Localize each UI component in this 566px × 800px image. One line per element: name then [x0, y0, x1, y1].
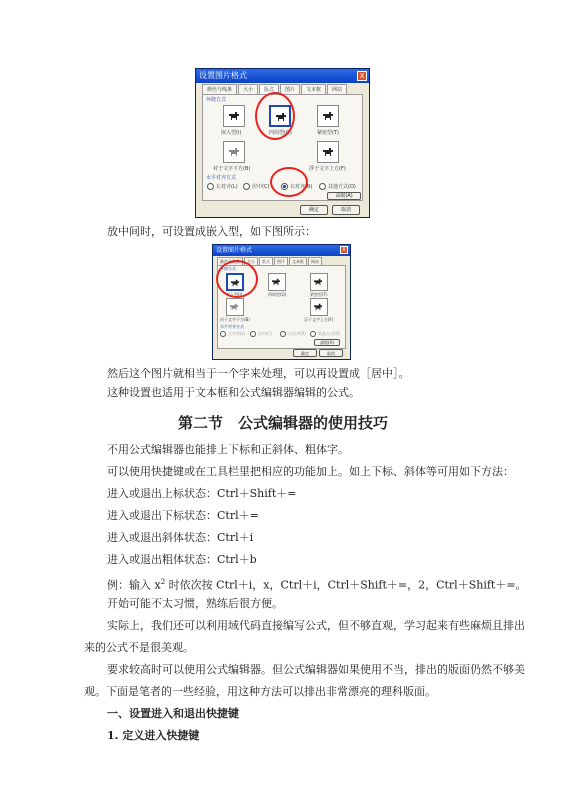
- dog-icon: [322, 147, 334, 157]
- dog-icon: [322, 111, 334, 121]
- align-left-radio[interactable]: 左对齐(L): [220, 331, 245, 337]
- align-right-radio[interactable]: 右对齐(R): [280, 331, 306, 337]
- align-group-label: 水平对齐方式: [206, 175, 237, 181]
- close-icon[interactable]: X: [340, 246, 348, 254]
- dialog-titlebar: [196, 69, 369, 83]
- dog-icon: [228, 111, 240, 121]
- radio-icon: [207, 183, 214, 190]
- align-group-label: 水平对齐方式: [220, 324, 244, 329]
- cancel-button[interactable]: 取消: [332, 205, 360, 215]
- highlight-ring: [216, 260, 258, 298]
- wrap-inline-option[interactable]: [223, 105, 245, 127]
- align-center-radio[interactable]: 居中(C): [243, 183, 269, 190]
- wrap-front-label: 浮于文字上方(F): [304, 317, 334, 322]
- wrap-square-label: 四周型(Q): [268, 292, 287, 297]
- highlight-ring: [270, 167, 308, 197]
- wrap-tight-option[interactable]: [317, 105, 339, 127]
- dog-icon: [313, 278, 323, 286]
- tab-colors-lines[interactable]: 颜色与线条: [202, 84, 237, 94]
- section-title: 第二节 公式编辑器的使用技巧: [177, 414, 388, 432]
- tab-web[interactable]: 网站: [308, 257, 322, 265]
- paragraph: 进入或退出斜体状态：Ctrl＋i: [107, 531, 254, 544]
- ok-button[interactable]: 确定: [300, 205, 328, 215]
- paragraph: 然后这个图片就相当于一个字来处理，可以再设置成［居中］。: [107, 367, 410, 380]
- advanced-button[interactable]: 高级(A): [314, 339, 340, 346]
- example-text-b: 时依次按 Ctrl＋i，x，Ctrl＋i，Ctrl＋Shift＋=，2，Ctrl＋Shift＋=。: [165, 578, 527, 592]
- tab-textbox[interactable]: 文本框: [301, 84, 326, 94]
- radio-icon: [250, 331, 256, 337]
- tab-picture[interactable]: 图片: [274, 257, 288, 265]
- wrap-tight-label: 紧密型(T): [310, 292, 328, 297]
- paragraph: 进入或退出下标状态：Ctrl＋=: [107, 509, 259, 522]
- dialog-title: 设置图片格式: [199, 71, 247, 80]
- wrap-group-label: 环绕方式: [206, 97, 227, 103]
- example-text-a: 例：输入 x: [107, 578, 161, 592]
- align-right-radio[interactable]: 右对齐(R): [281, 183, 312, 190]
- wrap-behind-option[interactable]: [226, 298, 244, 316]
- tab-size[interactable]: 大小: [238, 84, 258, 94]
- tab-textbox[interactable]: 文本框: [289, 257, 307, 265]
- tab-size[interactable]: 大小: [244, 257, 258, 265]
- tab-colors-lines[interactable]: 颜色与线条: [217, 257, 243, 265]
- paragraph: 观。下面是笔者的一些经验，用这种方法可以排出非常漂亮的理科版面。: [84, 685, 436, 698]
- radio-icon: [310, 331, 316, 337]
- align-other-radio[interactable]: 其他方式(O): [319, 183, 356, 190]
- dog-icon: [228, 147, 240, 157]
- paragraph: 放中间时，可设置成嵌入型，如下图所示：: [107, 225, 316, 238]
- radio-icon: [280, 331, 286, 337]
- dog-icon: [313, 303, 323, 311]
- paragraph-example: [107, 575, 527, 593]
- paragraph: 进入或退出粗体状态：Ctrl＋b: [107, 553, 257, 566]
- dog-icon: [271, 278, 281, 286]
- paragraph: 不用公式编辑器也能排上下标和正斜体、粗体字。: [107, 443, 349, 456]
- subsection-heading: 一、设置进入和退出快捷键: [107, 707, 239, 720]
- wrap-square-option[interactable]: [268, 273, 286, 291]
- wrap-front-label: 浮于文字上方(F): [309, 166, 346, 172]
- wrap-front-option[interactable]: [310, 298, 328, 316]
- tab-web[interactable]: 网站: [327, 84, 347, 94]
- paragraph: 开始可能不太习惯，熟练后很方便。: [107, 597, 283, 610]
- superscript: 2: [160, 578, 166, 586]
- dialog-titlebar: [213, 245, 350, 256]
- align-other-radio[interactable]: 其他方式(O): [310, 331, 340, 337]
- paragraph: 来的公式不是很美观。: [84, 641, 194, 654]
- close-icon[interactable]: X: [357, 71, 367, 81]
- paragraph: 要求较高时可以使用公式编辑器。但公式编辑器如果使用不当，排出的版面仍然不够美: [107, 663, 525, 676]
- tab-layout[interactable]: 版式: [259, 84, 279, 94]
- wrap-front-option[interactable]: [317, 141, 339, 163]
- ok-button[interactable]: 确定: [293, 349, 317, 357]
- wrap-group-label: 环绕方式: [220, 266, 236, 271]
- wrap-tight-label: 紧密型(T): [317, 130, 339, 136]
- dog-icon: [229, 303, 239, 311]
- radio-icon: [319, 183, 326, 190]
- paragraph: 可以使用快捷键或在工具栏里把相应的功能加上。如上下标、斜体等可用如下方法：: [107, 465, 514, 478]
- subsubsection-heading: 1. 定义进入快捷键: [107, 729, 200, 742]
- wrap-inline-label: 嵌入型(I): [221, 130, 242, 136]
- advanced-button[interactable]: 高级(A): [327, 192, 361, 200]
- wrap-behind-label: 衬于文字下方(B): [213, 166, 251, 172]
- radio-icon: [220, 331, 226, 337]
- paragraph: 这种设置也适用于文本框和公式编辑器编辑的公式。: [107, 386, 360, 399]
- radio-icon: [243, 183, 250, 190]
- cancel-button[interactable]: 取消: [319, 349, 343, 357]
- tab-layout[interactable]: 版式: [259, 257, 273, 265]
- align-center-radio[interactable]: 居中(C): [250, 331, 272, 337]
- wrap-tight-option[interactable]: [310, 273, 328, 291]
- tab-picture[interactable]: 图片: [280, 84, 300, 94]
- paragraph: 实际上，我们还可以利用域代码直接编写公式，但不够直观，学习起来有些麻烦且排出: [107, 619, 525, 632]
- wrap-square-label: 四周型(Q): [269, 130, 292, 136]
- wrap-behind-option[interactable]: [223, 141, 245, 163]
- align-left-radio[interactable]: 左对齐(L): [207, 183, 238, 190]
- dialog-title: 设置图片格式: [216, 247, 253, 254]
- paragraph: 进入或退出上标状态：Ctrl＋Shift＋=: [107, 487, 297, 500]
- highlight-ring: [255, 92, 295, 140]
- wrap-inline-label: 嵌入型(I): [226, 292, 243, 297]
- wrap-behind-label: 衬于文字下方(B): [220, 317, 250, 322]
